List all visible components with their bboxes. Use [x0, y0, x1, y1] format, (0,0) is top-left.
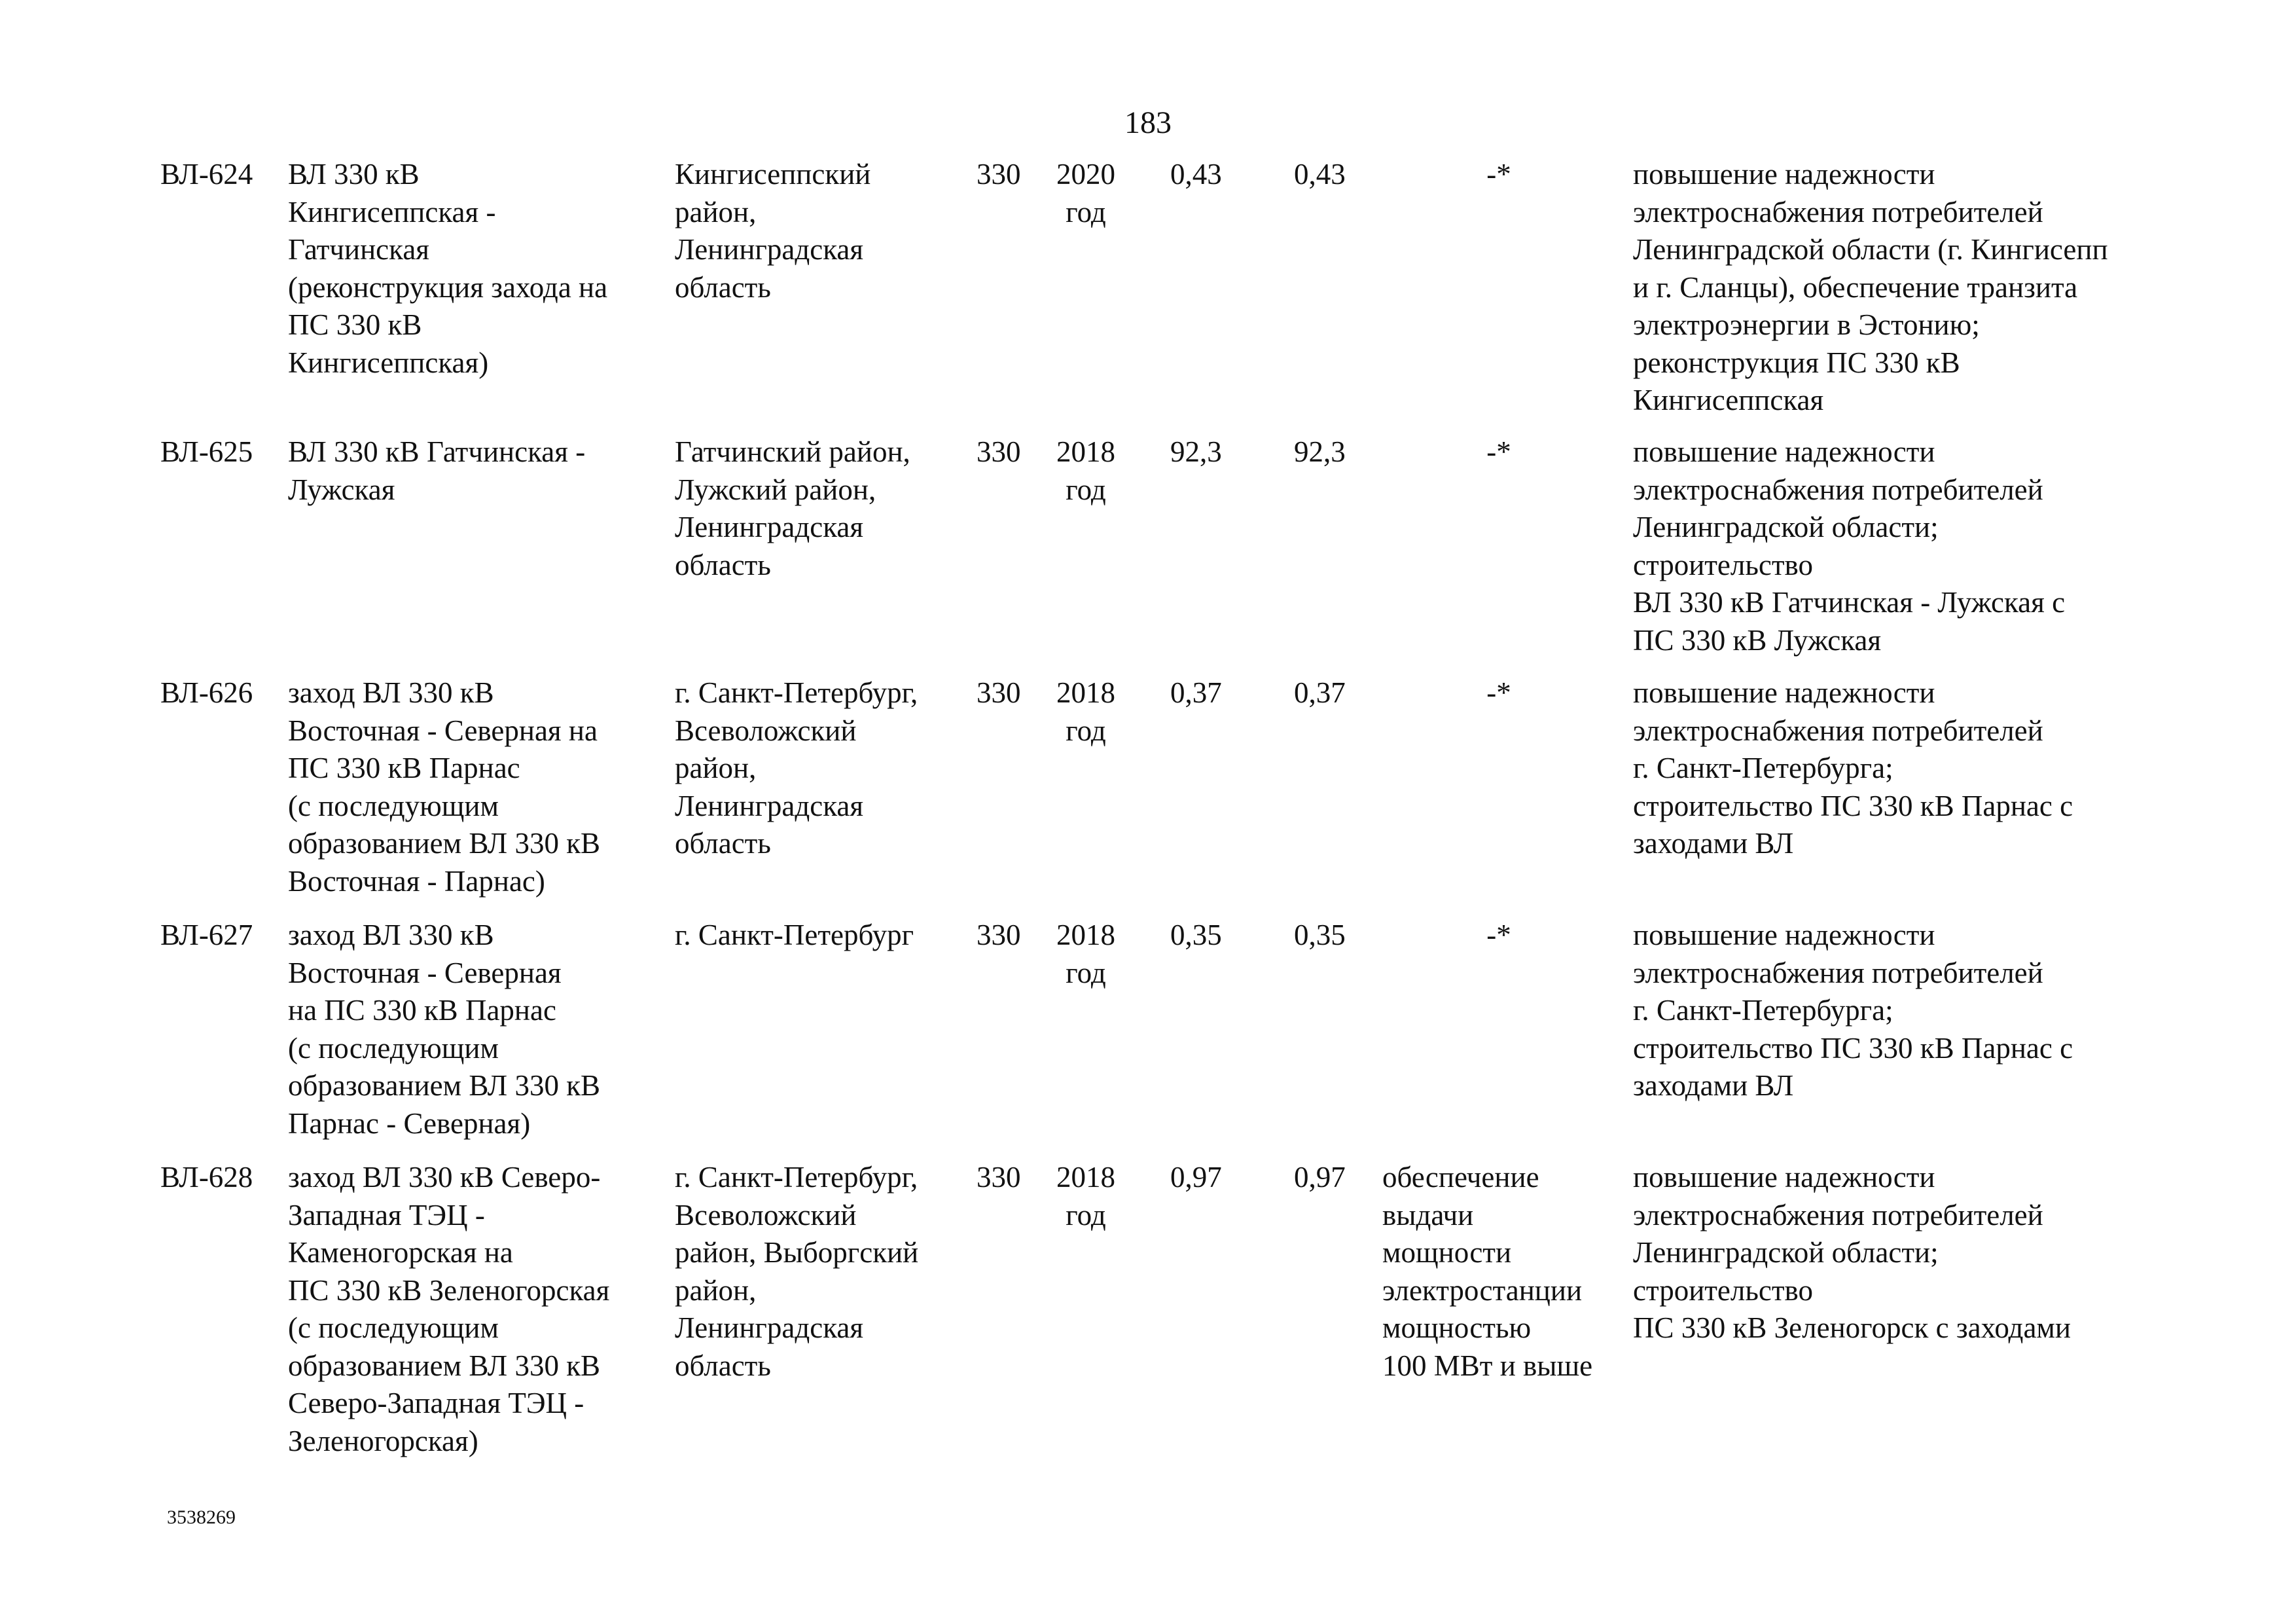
line-length-a: 92,3	[1170, 435, 1222, 468]
line-purpose: обеспечение выдачи мощности электростанции мощностью 100 МВт и выше	[1382, 1161, 1593, 1382]
line-code: ВЛ-625	[160, 435, 253, 468]
line-code: ВЛ-626	[160, 676, 253, 709]
line-goal: повышение надежности электроснабжения потребителей Ленинградской области; строительство ВЛ 330 кВ Гатчинская - Лужская с ПС 330 кВ Лужская	[1633, 435, 2066, 657]
line-purpose: -*	[1486, 919, 1511, 951]
line-name: ВЛ 330 кВ Гатчинская - Лужская	[288, 435, 586, 506]
line-length-b: 0,37	[1294, 676, 1346, 709]
line-length-b: 0,97	[1294, 1161, 1346, 1194]
line-year: 2020 год	[1056, 158, 1115, 228]
line-region: Кингисеппский район, Ленинградская область	[675, 158, 871, 304]
page-number: 183	[1124, 105, 1172, 140]
line-goal: повышение надежности электроснабжения потребителей Ленинградской области; строительство ПС 330 кВ Зеленогорск с заходами	[1633, 1161, 2071, 1344]
line-length-b: 92,3	[1294, 435, 1346, 468]
line-name: заход ВЛ 330 кВ Восточная - Северная на ПС 330 кВ Парнас (с последующим образованием ВЛ 330 кВ Парнас - Северная)	[288, 919, 601, 1140]
line-purpose: -*	[1486, 435, 1511, 468]
line-goal: повышение надежности электроснабжения потребителей г. Санкт-Петербурга; строительство ПС 330 кВ Парнас с заходами ВЛ	[1633, 676, 2073, 860]
line-purpose: -*	[1486, 158, 1511, 191]
line-purpose: -*	[1486, 676, 1511, 709]
line-voltage: 330	[977, 676, 1021, 709]
line-year: 2018 год	[1056, 676, 1115, 747]
line-goal: повышение надежности электроснабжения потребителей Ленинградской области (г. Кингисепп и г. Сланцы), обеспечение транзита электроэнергии в Эстонию; реконструкция ПС 330 кВ Кингисеппская	[1633, 158, 2108, 416]
document-code: 3538269	[167, 1506, 236, 1528]
line-year: 2018 год	[1056, 1161, 1115, 1231]
line-length-a: 0,43	[1170, 158, 1222, 191]
line-name: ВЛ 330 кВ Кингисеппская - Гатчинская (реконструкция захода на ПС 330 кВ Кингисеппская)	[288, 158, 608, 379]
line-code: ВЛ-627	[160, 919, 253, 951]
line-length-b: 0,43	[1294, 158, 1346, 191]
line-goal: повышение надежности электроснабжения потребителей г. Санкт-Петербурга; строительство ПС 330 кВ Парнас с заходами ВЛ	[1633, 919, 2073, 1102]
line-length-a: 0,97	[1170, 1161, 1222, 1194]
line-length-a: 0,37	[1170, 676, 1222, 709]
line-length-b: 0,35	[1294, 919, 1346, 951]
line-voltage: 330	[977, 435, 1021, 468]
line-voltage: 330	[977, 158, 1021, 191]
line-voltage: 330	[977, 1161, 1021, 1194]
line-name: заход ВЛ 330 кВ Восточная - Северная на ПС 330 кВ Парнас (с последующим образованием ВЛ 330 кВ Восточная - Парнас)	[288, 676, 601, 898]
line-voltage: 330	[977, 919, 1021, 951]
line-code: ВЛ-628	[160, 1161, 253, 1194]
line-region: г. Санкт-Петербург	[675, 919, 914, 951]
line-region: г. Санкт-Петербург, Всеволожский район, Ленинградская область	[675, 676, 918, 860]
line-year: 2018 год	[1056, 919, 1115, 989]
line-year: 2018 год	[1056, 435, 1115, 506]
line-name: заход ВЛ 330 кВ Северо- Западная ТЭЦ - Каменогорская на ПС 330 кВ Зеленогорская (с последующим образованием ВЛ 330 кВ Северо-Западная ТЭЦ - Зеленогорская)	[288, 1161, 610, 1457]
line-region: г. Санкт-Петербург, Всеволожский район, Выборгский район, Ленинградская область	[675, 1161, 919, 1382]
line-region: Гатчинский район, Лужский район, Ленинградская область	[675, 435, 910, 581]
line-code: ВЛ-624	[160, 158, 253, 191]
line-length-a: 0,35	[1170, 919, 1222, 951]
